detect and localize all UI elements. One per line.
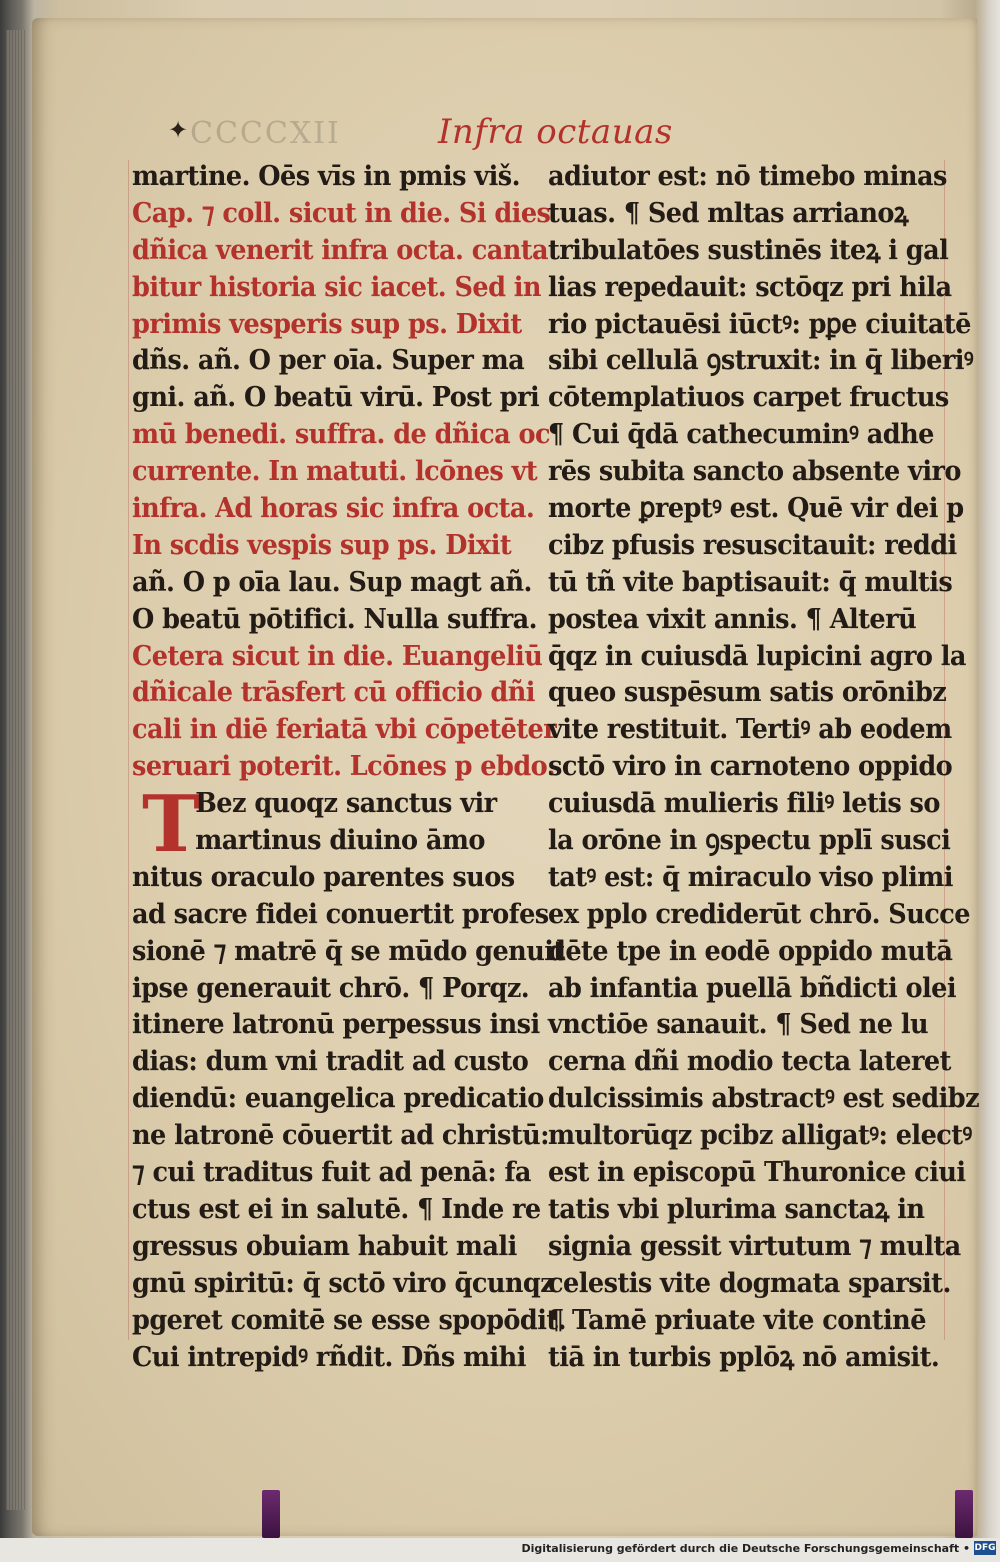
text-line: signia gessit virtutum ⁊ multa [548, 1229, 961, 1262]
text-line: cuiusdā mulieris filiꝰ letis so [548, 787, 940, 820]
text-line: primis vesperis sup ps. Dixit [132, 307, 522, 340]
right-column-body [548, 158, 980, 1375]
text-line: tatis vbi plurima sanctaꝝ in [548, 1192, 925, 1225]
folio-mark: ✦ [168, 116, 189, 144]
left-column [132, 158, 567, 1375]
digitization-credit: Digitalisierung gefördert durch die Deutsche Forschungsgemeinschaft • [521, 1542, 970, 1555]
text-line: la orōne in ꝯspectu pplī susci [548, 824, 951, 857]
text-line: cali in diē feriatā vbi cōpetēter [132, 713, 557, 746]
text-line: dulcissimis abstractꝰ est sedibz [548, 1082, 980, 1115]
text-line: ⁊ cui traditus fuit ad penā: fa [132, 1156, 531, 1189]
text-line: tribulatōes sustinēs iteꝝ i gal [548, 233, 949, 266]
text-line: rio pictauēsi iūctꝰ: pꝑe ciuitatē [548, 307, 971, 340]
text-line: gnū spiritū: q̄ sctō viro q̄cunqz [132, 1266, 555, 1299]
text-line: postea vixit annis. ¶ Alterū [548, 602, 917, 635]
text-line: vnctiōe sanauit. ¶ Sed ne lu [548, 1008, 929, 1041]
dropcap-initial: T [142, 779, 201, 871]
text-line: est in episcopū Thuronice ciui [548, 1156, 966, 1189]
text-line: gni. añ. O beatū virū. Post pri [132, 381, 540, 414]
bookmark-ribbon [955, 1490, 973, 1538]
text-line: currente. In matuti. lcōnes vt [132, 455, 538, 488]
text-line: ctus est ei in salutē. ¶ Inde re [132, 1192, 541, 1225]
text-line: bitur historia sic iacet. Sed in [132, 270, 541, 303]
text-line: lias repedauit: sctōqz pri hila [548, 270, 952, 303]
text-line: mū benedi. suffra. de dñica oc [132, 418, 551, 451]
text-line: q̄qz in cuiusdā lupicini agro la [548, 639, 966, 672]
text-line: infra. Ad horas sic infra octa. [132, 492, 535, 525]
text-line: sibi cellulā ꝯstruxit: in q̄ liberiꝰ [548, 344, 974, 377]
text-line: Cap. ⁊ coll. sicut in die. Si dies [132, 196, 551, 229]
text-line: itinere latronū perpessus insi [132, 1008, 540, 1041]
text-line: sctō viro in carnoteno oppido [548, 750, 953, 783]
text-line: tatꝰ est: q̄ miraculo viso plimi [548, 860, 953, 893]
text-line: vite restituit. Tertiꝰ ab eodem [548, 713, 952, 746]
dfg-logo: DFG [974, 1543, 996, 1553]
text-line: cerna dñi modio tecta lateret [548, 1045, 951, 1078]
text-line: ad sacre fidei conuertit profes [132, 897, 549, 930]
text-line: rēs subita sancto absente viro [548, 455, 961, 488]
left-column-body [132, 779, 567, 1375]
left-column-rubric [132, 158, 557, 785]
text-line: martine. Oēs vīs in pmis viš. [132, 160, 520, 192]
text-line: ex pplo crediderūt chrō. Succe [548, 897, 970, 930]
book-page-edges [6, 30, 26, 1510]
text-line: dñica venerit infra octa. canta [132, 233, 549, 266]
text-line: pgeret comitē se esse spopōdit. [132, 1303, 567, 1336]
text-line: tū tñ vite baptisauit: q̄ multis [548, 565, 953, 598]
page-header [168, 112, 673, 152]
text-line: ne latronē cōuertit ad christū: [132, 1119, 550, 1152]
column-rule-left [128, 160, 129, 1340]
text-line: cōtemplatiuos carpet fructus [548, 381, 949, 414]
text-line: sionē ⁊ matrē q̄ se mūdo genuit [132, 934, 565, 967]
text-line: tuas. ¶ Sed mltas arrianoꝝ [548, 196, 909, 229]
text-line: añ. O p oīa lau. Sup magt añ. [132, 565, 532, 598]
text-line: ¶ Tamē priuate vite continē [548, 1303, 926, 1336]
text-line: dñs. añ. O per oīa. Super ma [132, 344, 525, 377]
text-line: morte ꝑreptꝰ est. Quē vir dei p [548, 492, 964, 525]
text-line: ipse generauit chrō. ¶ Porqz. [132, 971, 530, 1004]
text-line: Cetera sicut in die. Euangeliū [132, 639, 543, 672]
running-head: Infra octauas [438, 112, 673, 152]
dropcap-block [132, 779, 567, 1375]
text-line: O beatū pōtifici. Nulla suffra. [132, 602, 538, 635]
text-line: In scdis vespis sup ps. Dixit [132, 528, 512, 561]
text-line: dēte tpe in eodē oppido mutā [548, 934, 953, 967]
text-line: martinus diuino āmo [195, 824, 485, 857]
text-line: celestis vite dogmata sparsit. [548, 1266, 951, 1299]
text-line: cibz pfusis resuscitauit: reddi [548, 528, 957, 561]
bookmark-ribbon [262, 1490, 280, 1538]
folio-number-showthrough: CCCCXII [190, 116, 341, 151]
text-line: diendū: euangelica predicatio [132, 1082, 544, 1115]
text-line: queo suspēsum satis orōnibz [548, 676, 947, 709]
text-line: multorūqz pcibz alligatꝰ: electꝰ [548, 1119, 972, 1152]
text-line: ab infantia puellā bñdicti olei [548, 971, 957, 1004]
text-line: Bez quoqz sanctus vir [195, 787, 497, 820]
text-line: tiā in turbis pplōꝝ nō amisit. [548, 1340, 940, 1373]
text-line: seruari poterit. Lcōnes p ebdo. [132, 750, 556, 783]
text-line: gressus obuiam habuit mali [132, 1229, 517, 1262]
right-column [548, 158, 980, 1375]
text-line: nitus oraculo parentes suos [132, 860, 515, 893]
text-line: Cui intrepidꝰ rñdit. Dñs mihi [132, 1340, 526, 1373]
text-line: dias: dum vni tradit ad custo [132, 1045, 529, 1078]
text-line: ¶ Cui q̄dā cathecuminꝰ adhe [548, 418, 934, 451]
text-line: dñicale trāsfert cū officio dñi [132, 676, 535, 709]
text-line: adiutor est: nō timebo minas [548, 160, 947, 192]
